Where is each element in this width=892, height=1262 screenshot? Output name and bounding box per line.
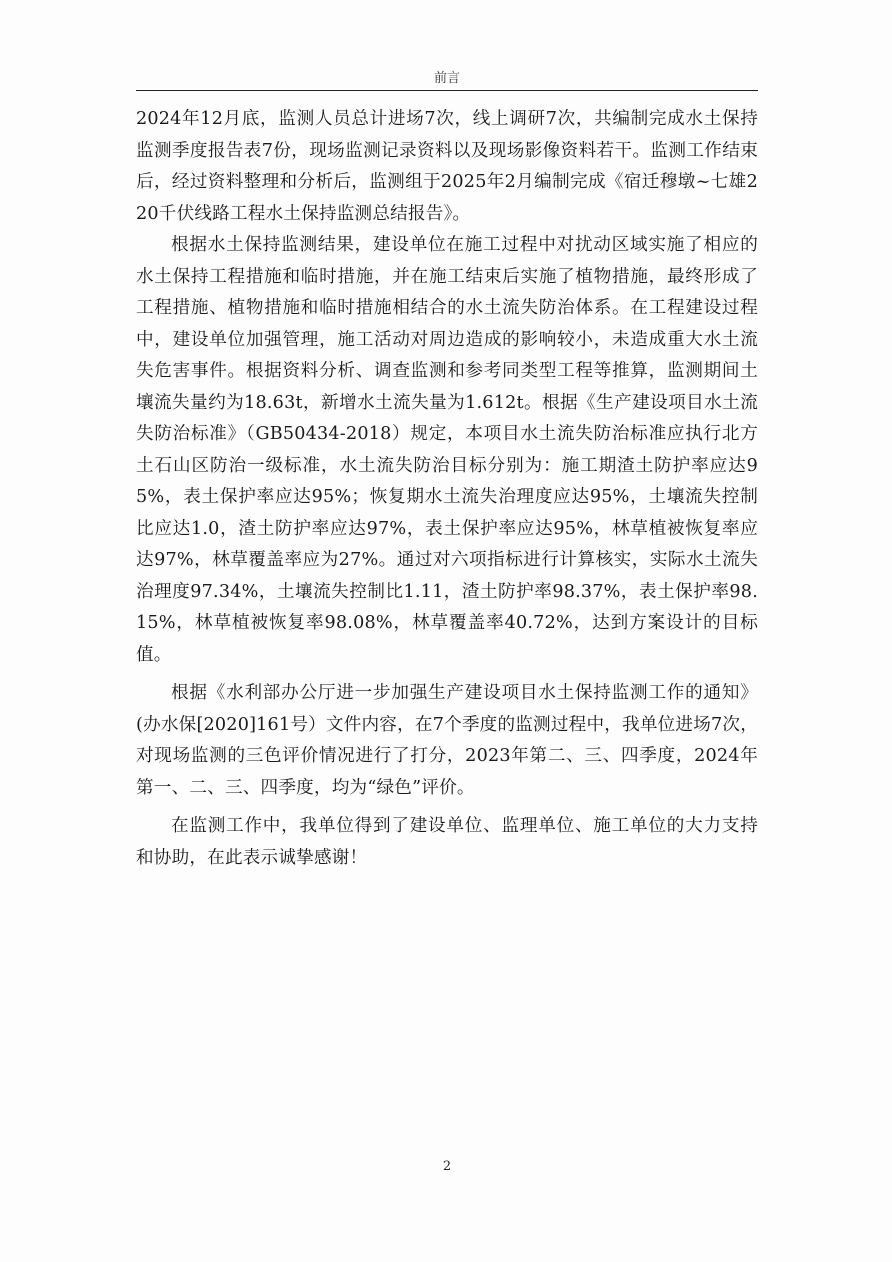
paragraph-monitoring-results: 根据水土保持监测结果，建设单位在施工过程中对扰动区域实施了相应的水土保持工程措施和临时措施，并在施工结束后实施了植物措施，最终形成了工程措施、植物措施和临时措施相结合的水土流失防治体系。在工程建设过程中，建设单位加强管理，施工活动对周边造成的影响较小，未造成重大水土流失危害事件。根据资料分析、调查监测和参考同类型工程等推算，监测期间土壤流失量约为18.63t，新增水土流失量为1.612t。根据《生产建设项目水土流失防治标准》（GB50434-2018）规定，本项目水土流失防治标准应执行北方土石山区防治一级标准，水土流失防治目标分别为：施工期渣土防护率应达95%，表土保护率应达95%；恢复期水土流失治理度应达95%，土壤流失控制比应达1.0，渣土防护率应达97%，表土保护率应达95%，林草植被恢复率应达97%，林草覆盖率应为27%。通过对六项指标进行计算核实，实际水土流失治理度97.34%，土壤流失控制比1.11，渣土防护率98.37%，表土保护率98.15%，林草植被恢复率98.08%，林草覆盖率40.72%，达到方案设计的目标值。: [136, 235, 758, 665]
running-header-title: 前言: [433, 71, 460, 86]
paragraph-acknowledgement: 在监测工作中，我单位得到了建设单位、监理单位、施工单位的大力支持和协助，在此表示诚挚感谢！: [136, 816, 758, 868]
paragraph-three-color-evaluation: 根据《水利部办公厅进一步加强生产建设项目水土保持监测工作的通知》(办水保[2020]161号）文件内容，在7个季度的监测过程中，我单位进场7次，对现场监测的三色评价情况进行了打分，2023年第二、三、四季度，2024年第一、二、三、四季度，均为“绿色”评价。: [136, 683, 758, 798]
paragraph-continuation: 2024年12月底，监测人员总计进场7次，线上调研7次，共编制完成水土保持监测季度报告表7份，现场监测记录资料以及现场影像资料若干。监测工作结束后，经过资料整理和分析后，监测组于2025年2月编制完成《宿迁穆墩~七雄220千伏线路工程水土保持监测总结报告》。: [136, 109, 758, 224]
body-text: [136, 104, 758, 874]
page-number: 2: [442, 1159, 452, 1174]
header-rule: [136, 90, 758, 91]
